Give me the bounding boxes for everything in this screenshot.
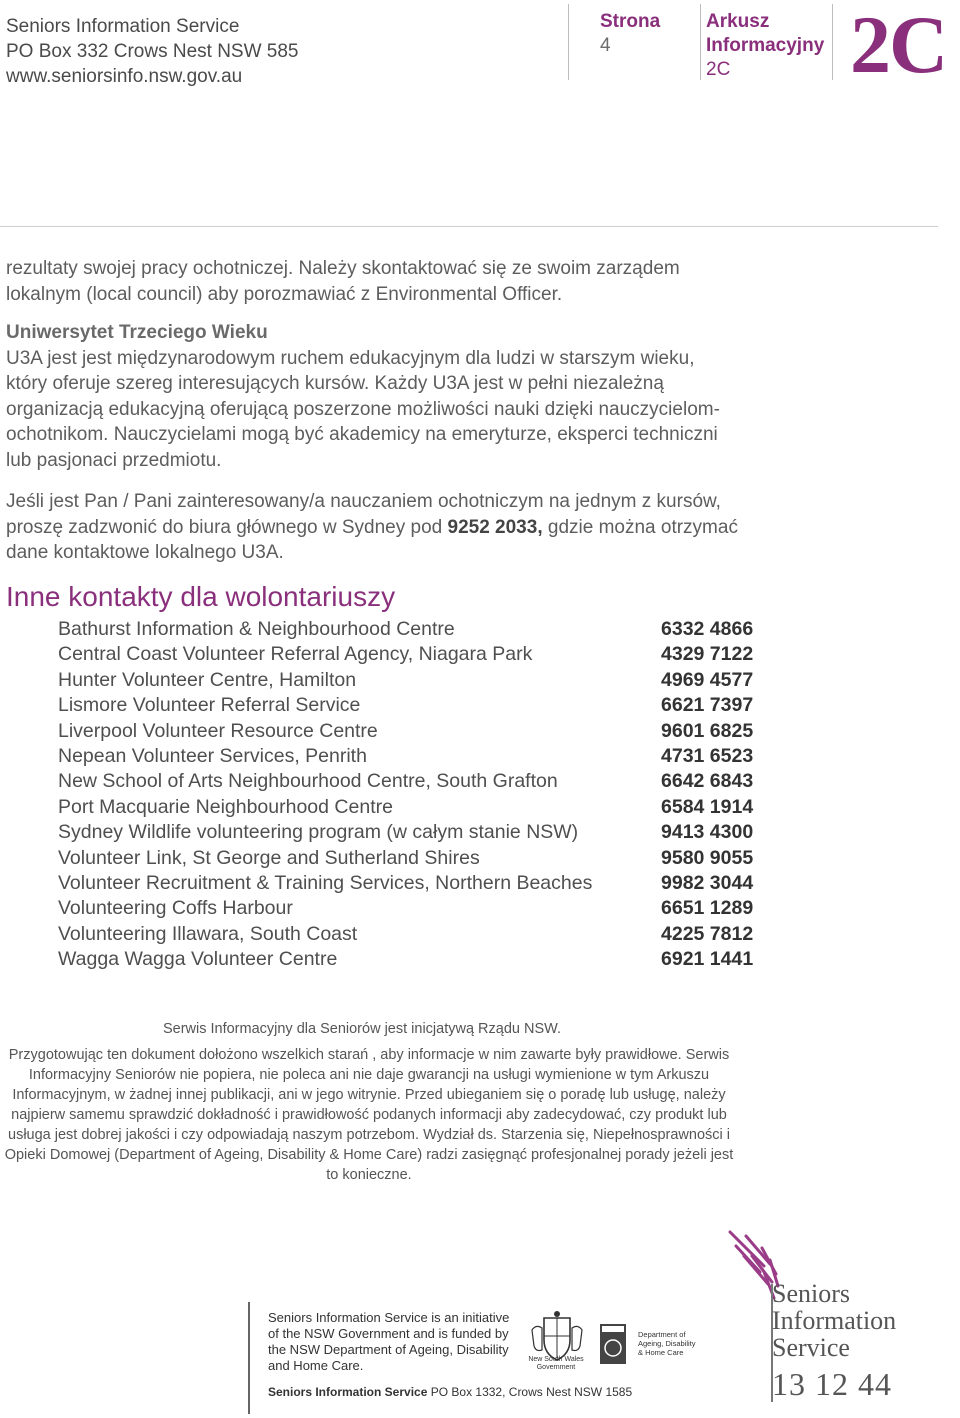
- divider: [248, 1302, 250, 1414]
- list-item: [58, 719, 778, 744]
- contact-list: [58, 617, 778, 972]
- sheet-indicator: [706, 10, 824, 82]
- contact-name: Wagga Wagga Volunteer Centre: [58, 948, 338, 971]
- contact-name: Sydney Wildlife volunteering program (w całym stanie NSW): [58, 821, 579, 844]
- sis-line: Information: [772, 1306, 897, 1335]
- contact-phone: 4969 4577: [661, 668, 754, 691]
- dadhc-logo-icon: [600, 1324, 626, 1364]
- org-name: Seniors Information Service: [6, 16, 240, 37]
- contact-name: Liverpool Volunteer Resource Centre: [58, 719, 378, 742]
- intro-paragraph: [6, 256, 766, 307]
- contact-name: Port Macquarie Neighbourhood Centre: [58, 795, 393, 818]
- contact-name: New School of Arts Neighbourhood Centre, South Grafton: [58, 770, 558, 793]
- contact-name: Volunteer Link, St George and Sutherland Shires: [58, 846, 480, 869]
- list-item: [58, 820, 778, 845]
- sheet-label-2: Informacyjny: [706, 35, 825, 56]
- sponsor-address-name: Seniors Information Service: [268, 1385, 428, 1399]
- list-item: [58, 744, 778, 769]
- page-indicator: [600, 10, 660, 58]
- page-number: 4: [600, 35, 611, 56]
- contact-phone: 6651 1289: [661, 897, 754, 920]
- contact-name: Central Coast Volunteer Referral Agency, Niagara Park: [58, 643, 533, 666]
- contact-phone: 4225 7812: [661, 922, 754, 945]
- header-divider: [832, 4, 833, 80]
- contact-phone: 9580 9055: [661, 846, 754, 869]
- contact-name: Lismore Volunteer Referral Service: [58, 694, 361, 717]
- list-item: [58, 922, 778, 947]
- initiative-text: Seniors Information Service is an initiative of the NSW Government and is funded by the NSW Department of Ageing, Disability and Home Care.: [268, 1310, 510, 1373]
- intro-line: lokalnym (local council) aby porozmawiać z Environmental Officer.: [6, 283, 563, 305]
- list-item: [58, 846, 778, 871]
- contact-name: Volunteer Recruitment & Training Services, Northern Beaches: [58, 871, 593, 894]
- list-item: [58, 896, 778, 921]
- u3a-phone: 9252 2033,: [447, 516, 543, 538]
- contact-phone: 6621 7397: [661, 694, 754, 717]
- u3a-contact-paragraph: [6, 489, 758, 566]
- list-item: [58, 769, 778, 794]
- sponsor-address: [268, 1384, 632, 1400]
- contact-phone: 6921 1441: [661, 948, 754, 971]
- initiative-note: Serwis Informacyjny dla Seniorów jest inicjatywą Rządu NSW.: [162, 1021, 562, 1037]
- section-title: Inne kontakty dla wolontariuszy: [6, 581, 396, 612]
- contact-phone: 9413 4300: [661, 821, 754, 844]
- sis-line: Service: [772, 1333, 850, 1362]
- sis-line: Seniors: [772, 1279, 850, 1308]
- list-item: [58, 947, 778, 972]
- contact-text: Jeśli jest Pan / Pani zainteresowany/a nauczaniem ochotniczym na jednym z kursów, proszę zadzwonić do biura głównego w Sydney pod: [6, 491, 721, 538]
- sheet-code-large: 2C: [850, 0, 947, 90]
- sponsor-address-text: PO Box 1332, Crows Nest NSW 1585: [427, 1385, 633, 1399]
- contact-text: gdzie można otrzymać dane kontaktowe lokalnego U3A.: [6, 516, 738, 563]
- contact-name: Hunter Volunteer Centre, Hamilton: [58, 668, 357, 691]
- sis-phone: 13 12 44: [772, 1366, 892, 1402]
- sis-wordmark: [772, 1280, 896, 1361]
- contact-phone: 9601 6825: [661, 719, 754, 742]
- contact-name: Volunteering Illawara, South Coast: [58, 922, 358, 945]
- sponsor-strip: [248, 1302, 760, 1412]
- contact-phone: 4731 6523: [661, 744, 754, 767]
- contact-name: Bathurst Information & Neighbourhood Centre: [58, 618, 455, 640]
- header-rule: [0, 226, 938, 227]
- contact-phone: 4329 7122: [661, 643, 754, 666]
- list-item: [58, 668, 778, 693]
- u3a-text: U3A jest jest międzynarodowym ruchem edukacyjnym dla ludzi w starszym wieku, który oferuje szereg interesujących kursów. Każdy U3A jest w pełni niezależną organizacją edukacyjną oferującą poszerzone możliwości nauki dzięki nauczycielom-ochotnikom. Nauczycielami mogą być akademicy na emeryturze, eksperci techniczni lub pasjonaci przedmiotu.: [6, 347, 720, 471]
- list-item: [58, 871, 778, 896]
- contact-phone: 6332 4866: [661, 618, 754, 640]
- org-website[interactable]: www.seniorsinfo.nsw.gov.au: [6, 66, 243, 87]
- intro-line: rezultaty swojej pracy ochotniczej. Należy skontaktować się ze swoim zarządem: [6, 258, 680, 279]
- contact-name: Volunteering Coffs Harbour: [58, 897, 293, 920]
- sheet-code: 2C: [706, 59, 731, 80]
- list-item: [58, 617, 778, 642]
- contact-phone: 6642 6843: [661, 770, 754, 793]
- contact-phone: 6584 1914: [661, 795, 754, 818]
- u3a-heading: Uniwersytet Trzeciego Wieku: [6, 322, 268, 343]
- header-divider: [568, 4, 569, 80]
- u3a-section: [6, 320, 726, 473]
- header-contact: [6, 14, 299, 89]
- list-item: [58, 795, 778, 820]
- contact-phone: 9982 3044: [661, 871, 754, 894]
- header-divider: [700, 4, 701, 80]
- contact-name: Nepean Volunteer Services, Penrith: [58, 744, 367, 767]
- dadhc-caption: Department of Ageing, Disability & Home Care: [638, 1330, 696, 1357]
- sheet-label-1: Arkusz: [706, 11, 770, 32]
- page-label: Strona: [600, 11, 661, 32]
- crest-caption: New South Wales Government: [528, 1356, 584, 1371]
- org-address: PO Box 332 Crows Nest NSW 585: [6, 41, 299, 62]
- disclaimer: Przygotowując ten dokument dołożono wszelkich starań , aby informacje w nim zawarte były prawidłowe. Serwis Informacyjny Seniorów nie popiera, nie poleca ani nie daje gwarancji na usługi wymienione w tym Arkuszu Informacyjnym, w żadnej innej publikacji, ani w jego witrynie. Przed ubieganiem się o poradę lub usługę, należy najpierw samemu sprawdzić dokładność i prawidłowość podanych informacji aby zadecydować, czy produkt lub usługa jest dobrej jakości i czy odpowiadają naszym potrzebom. Wydział ds. Starzenia się, Niepełnosprawności i Opieki Domowej (Department of Ageing, Disability & Home Care) radzi zasięgnąć profesjonalnej porady jeżeli jest to konieczne.: [4, 1047, 734, 1183]
- list-item: [58, 642, 778, 667]
- list-item: [58, 693, 778, 718]
